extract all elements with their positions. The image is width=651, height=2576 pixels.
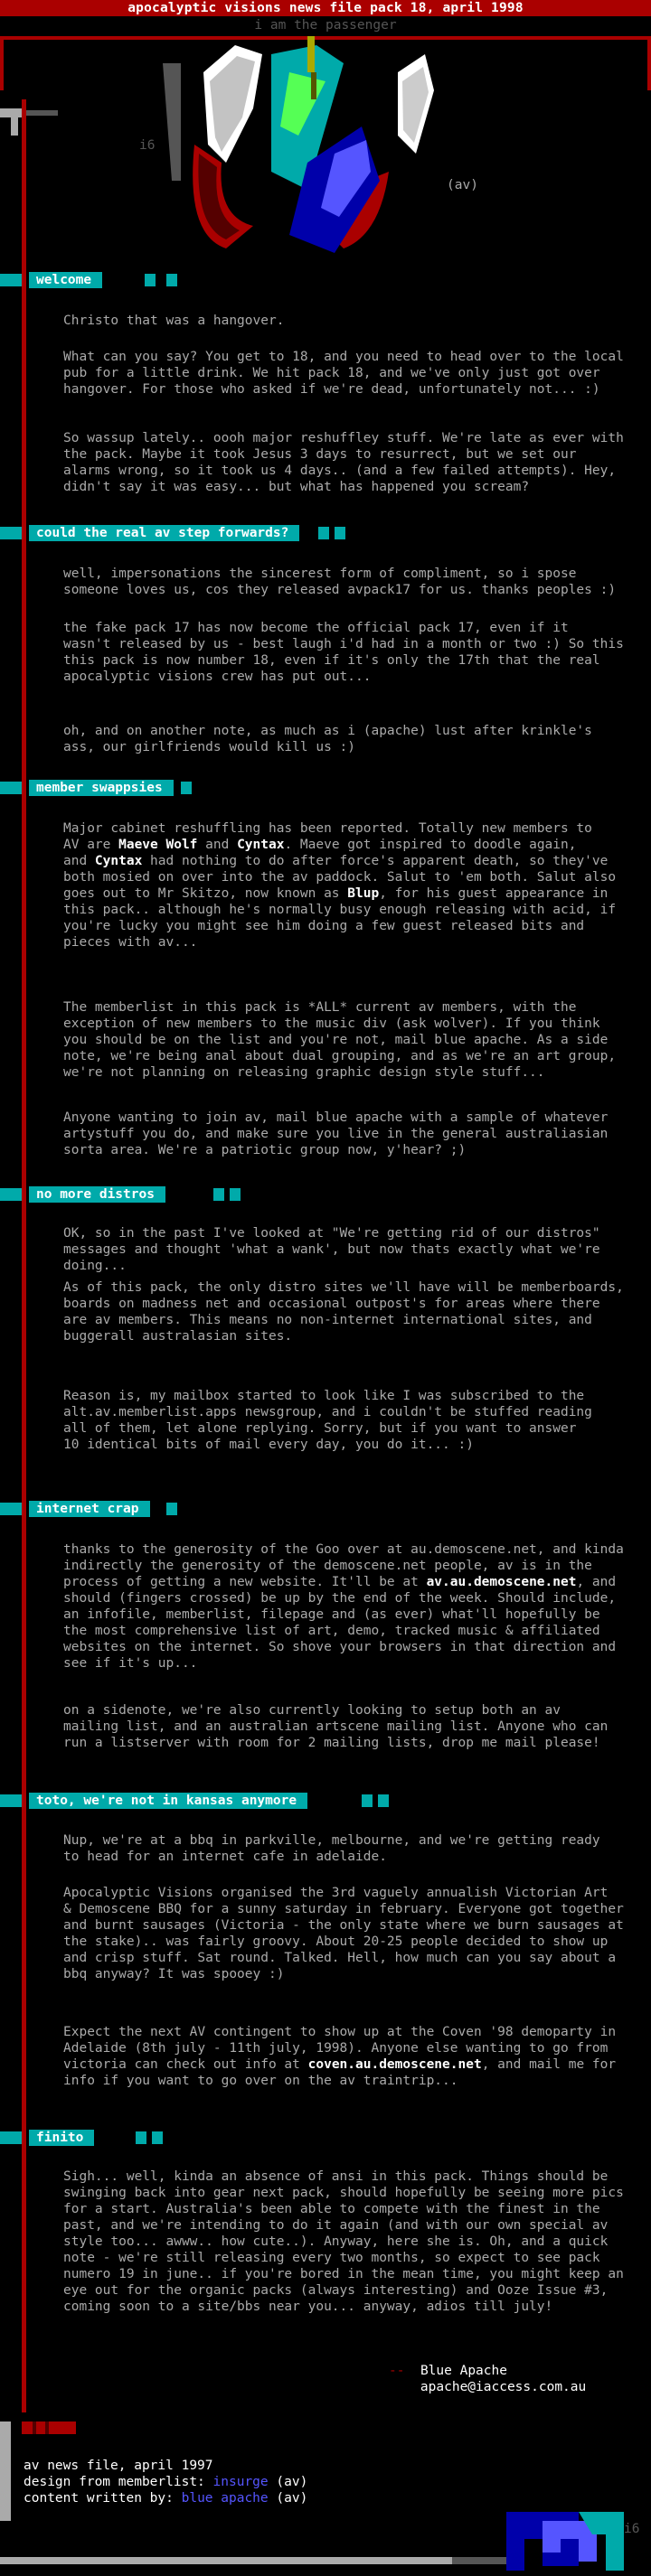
footer-content-suffix: (av) [276, 2491, 308, 2506]
left-border-bar [22, 99, 26, 2412]
section-paragraph: Anyone wanting to join av, mail blue apache with a sample of whatever artystuff you do, and make sure you live in the general australiasian sorta area. We're a patriotic group now, y'hear? ;) [63, 1110, 609, 1157]
section-header-bar [0, 527, 22, 539]
section-paragraph: Major cabinet reshuffling has been reported. Totally new members to AV are Maeve Wolf and Cyntax. Maeve got inspired to doodle again, and Cyntax had nothing to do after force's apparent death, so they've both mosied on over into the av paddock. Salut to 'em both. Salut also goes out to Mr Skitzo, now known as Blup, for his guest appearance in this pack.. although he's normally busy enough releasing with acid, if you're lucky you might see him doing a few guest released bits and pieces with av... [63, 821, 617, 950]
logo-grey-strut [163, 63, 181, 181]
section-heading: no more distros [29, 1186, 165, 1203]
section-header-bar [0, 782, 22, 794]
footer-credits [24, 2458, 307, 2506]
footer-design-value: insurge [212, 2475, 269, 2489]
section-header-bar [0, 1794, 22, 1807]
section-paragraph: oh, and on another note, as much as i (apache) lust after krinkle's ass, our girlfriends would kill us :) [63, 724, 592, 754]
logo-left-post [11, 116, 18, 136]
section-paragraph: OK, so in the past I've looked at "We're getting rid of our distros" messages and thought 'what a wank', but now thats exactly what we're doing... [63, 1226, 600, 1273]
section-heading: internet crap [29, 1501, 150, 1517]
section-header [0, 524, 651, 542]
bottom-red-stripe-2 [45, 2421, 49, 2434]
footer-content-value: blue apache [181, 2491, 269, 2506]
logo-av-tag: (av) [447, 178, 478, 192]
logo-yellow-stem [307, 36, 315, 72]
section-heading: toto, we're not in kansas anymore [29, 1793, 307, 1809]
section-header [0, 1792, 651, 1810]
file-title: apocalyptic visions news file pack 18, april 1998 [127, 1, 524, 15]
file-title-bar [0, 0, 651, 16]
section-paragraph: on a sidenote, we're also currently looking to setup both an av mailing list, and an australian artscene mailing list. Anyone who can run a listserver with room for 2 mailing lists, drop me mail please! [63, 1703, 609, 1750]
section-header-bar [0, 1188, 22, 1201]
section-header [0, 2129, 651, 2147]
section-header [0, 1185, 651, 1204]
signature-email: apache@iaccess.com.au [420, 2380, 587, 2394]
section-header-tail [362, 1794, 373, 1807]
footer-content-label: content written by: [24, 2491, 174, 2506]
section-heading: finito [29, 2130, 94, 2146]
section-header-tail [181, 782, 192, 794]
section-heading: could the real av step forwards? [29, 525, 299, 541]
file-subtitle: i am the passenger [254, 18, 397, 33]
section-header-tail [213, 1188, 224, 1201]
section-header-tail [166, 1503, 177, 1515]
section-header-tail [152, 2131, 163, 2144]
section-heading: welcome [29, 272, 102, 288]
bottom-red-stripe-1 [33, 2421, 36, 2434]
footer-i6-tag: i6 [624, 2522, 640, 2536]
section-header-tail [378, 1794, 389, 1807]
section-paragraph: Apocalyptic Visions organised the 3rd vaguely annualish Victorian Art & Demoscene BBQ for a sunny saturday in february. Everyone got together and burnt sausages (Victoria - the only state where we burn sausages at the stake).. was fairly groovy. About 20-25 people decided to show up and crisp stuff. Sat round. Talked. Hell, how much can you say about a bbq anyway? It was spooey :) [63, 1886, 624, 1981]
section-header [0, 779, 651, 797]
section-paragraph: The memberlist in this pack is *ALL* current av members, with the exception of new members to the music div (ask wolver). If you think you should be on the list and you're not, mail blue apache. As a side note, we're being anal about dual grouping, and as we're an art group, we're not planning on releasing graphic design style stuff... [63, 1000, 617, 1080]
section-paragraph: Sigh... well, kinda an absence of ansi in this pack. Things should be swinging back into gear next pack, should hopefully be seeing more pics for a start. Australia's been able to compete with the finest in the past, and we're intending to do it again (and with our own special av style too... awww.. how cute..). Anyway, here she is. Oh, and a quick note - we're still releasing every two months, so expect to see pack numero 19 in june.. if you're bored in the mean time, you might keep an eye out for the organic packs (always interesting) and Ooze Issue #3, coming soon to a site/bbs near you... anyway, adios till july! [63, 2169, 624, 2314]
section-header-tail [145, 274, 156, 286]
section-paragraph: As of this pack, the only distro sites we'll have will be memberboards, boards on madness net and occasional outpost's for areas where there are av members. This means no non-internet international sites, and buggerall australasian sites. [63, 1280, 624, 1344]
section-header-bar [0, 274, 22, 286]
section-heading: member swappsies [29, 780, 174, 796]
signature [389, 2363, 586, 2395]
section-paragraph: Nup, we're at a bbq in parkville, melbourne, and we're getting ready to head for an internet cafe in adelaide. [63, 1833, 600, 1864]
av-logo [0, 36, 651, 253]
section-paragraph: Reason is, my mailbox started to look like I was subscribed to the alt.av.memberlist.apps newsgroup, and i couldn't be stuffed reading all of them, let alone replying. Sorry, but if you want to answer 10 identical bits of mail every day, you do it... :) [63, 1389, 592, 1452]
section-header-tail [166, 274, 177, 286]
footer-design-suffix: (av) [276, 2475, 308, 2489]
section-paragraph: What can you say? You get to 18, and you need to head over to the local pub for a little drink. We hit pack 18, and we've only just got over hangover. For those who asked if we're dead, unfortunately not... :) [63, 350, 624, 397]
section-paragraph: well, impersonations the sincerest form of compliment, so i spose someone loves us, cos they released avpack17 for us. thanks peoples :) [63, 567, 617, 597]
signature-name: Blue Apache [420, 2364, 507, 2378]
section-header-tail [230, 1188, 241, 1201]
footer-design-label: design from memberlist: [24, 2475, 205, 2489]
section-paragraph: Christo that was a hangover. [63, 314, 285, 328]
logo-i6-tag: i6 [139, 138, 156, 153]
section-header-bar [0, 1503, 22, 1515]
bottom-grey-line [0, 2557, 452, 2564]
section-header [0, 271, 651, 289]
section-paragraph: Expect the next AV contingent to show up at the Coven '98 demoparty in Adelaide (8th july - 11th july, 1998). Anyone else wanting to go from victoria can check out info at coven.au.demoscene.net, and mail me for info if you want to go over on the av traintrip... [63, 2025, 617, 2088]
section-header [0, 1500, 651, 1518]
section-header-tail [335, 527, 345, 539]
section-paragraph: the fake pack 17 has now become the official pack 17, even if it wasn't released by us - best laugh i'd had in a month or two :) So this this pack is now number 18, even if it's only the 17th that the real apocalyptic visions crew has put out... [63, 621, 624, 684]
logo-left-bar-shadow [22, 110, 58, 116]
bottom-left-post [0, 2421, 11, 2521]
section-header-tail [318, 527, 329, 539]
section-header-bar [0, 2131, 22, 2144]
bottom-grey-line-fade [452, 2557, 506, 2564]
section-paragraph: thanks to the generosity of the Goo over at au.demoscene.net, and kinda indirectly the generosity of the demoscene.net people, av is in the process of getting a new website. It'll be at av.au.demoscene.net, and should (fingers crossed) be up by the end of the week. Should include, an infofile, memberlist, filepage and (as ever) what'll hopefully be the most comprehensive list of art, demo, tracked music & affiliated websites on the internet. So shove your browsers in that direction and see if it's up... [63, 1542, 624, 1671]
footer-line-1: av news file, april 1997 [24, 2459, 213, 2473]
signature-dash: -- [389, 2364, 405, 2378]
section-paragraph: So wassup lately.. oooh major reshuffley stuff. We're late as ever with the pack. Maybe it took Jesus 3 days to resurrect, but we set our alarms wrong, so it took us 4 days.. (and a few failed attempts). Hey, didn't say it was easy... but what has happened you scream? [63, 431, 624, 494]
logo-yellow-stem-shadow [311, 72, 316, 99]
section-header-tail [136, 2131, 146, 2144]
